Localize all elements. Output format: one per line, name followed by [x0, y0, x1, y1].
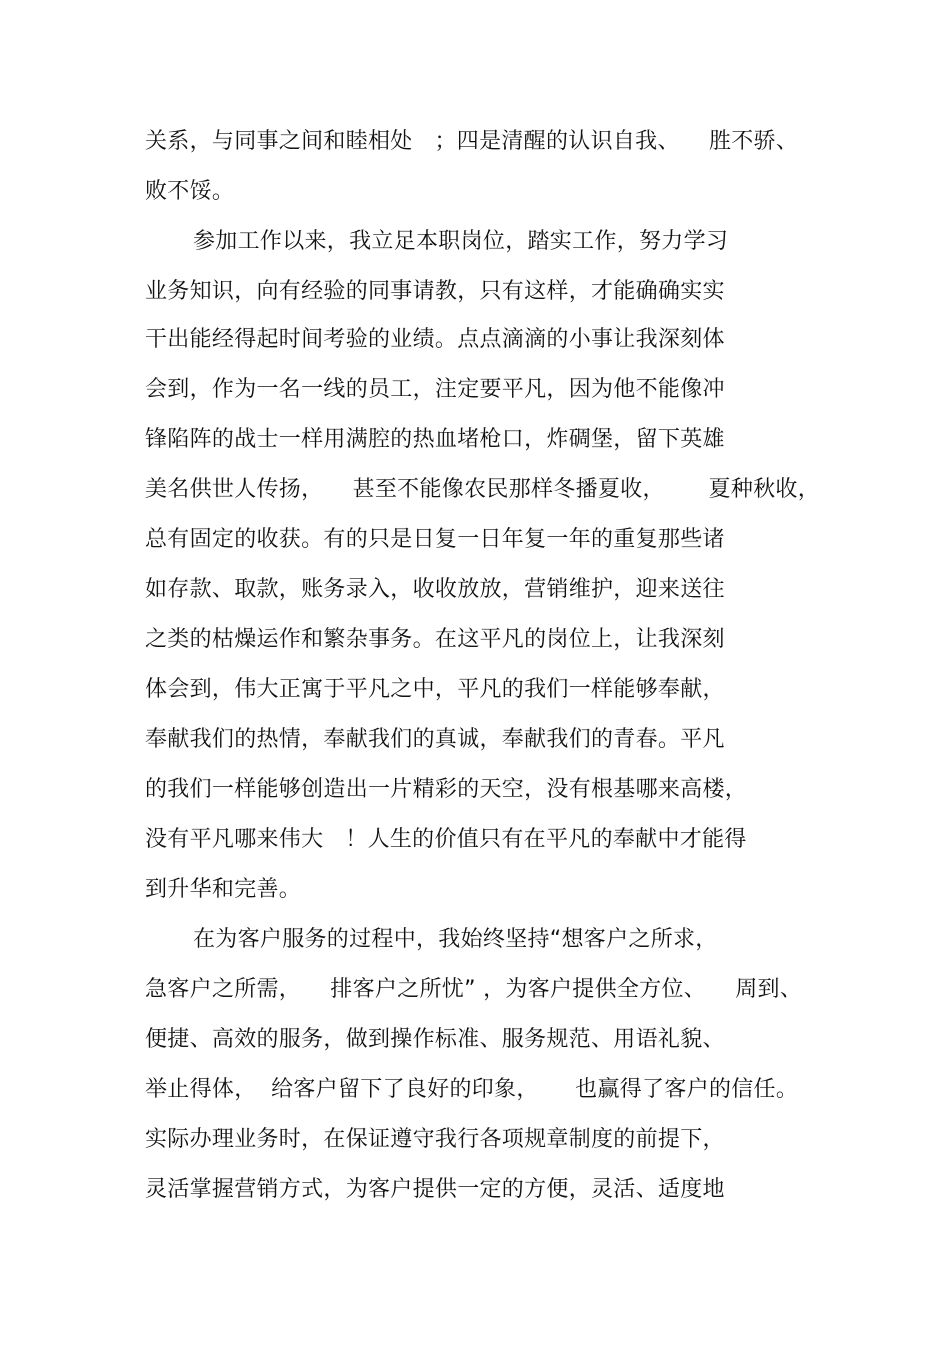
text-line: 举止得体， 给客户留下了良好的印象， 也赢得了客户的信任。	[145, 1077, 799, 1102]
text-line: 总有固定的收获。有的只是日复一日年复一年的重复那些诸	[145, 527, 725, 552]
text-line: 奉献我们的热情，奉献我们的真诚，奉献我们的青春。平凡	[145, 727, 725, 752]
text-line: 没有平凡哪来伟大 ！人生的价值只有在平凡的奉献中才能得	[145, 827, 747, 852]
text-line: 之类的枯燥运作和繁杂事务。在这平凡的岗位上，让我深刻	[145, 627, 725, 652]
text-line: 干出能经得起时间考验的业绩。点点滴滴的小事让我深刻体	[145, 327, 725, 352]
text-line: 业务知识，向有经验的同事请教，只有这样，才能确确实实	[145, 279, 725, 304]
text-line: 便捷、高效的服务，做到操作标准、服务规范、用语礼貌、	[145, 1027, 725, 1052]
text-line: 实际办理业务时，在保证遵守我行各项规章制度的前提下，	[145, 1127, 725, 1152]
text-line: 败不馁。	[145, 179, 235, 204]
text-line: 到升华和完善。	[145, 877, 302, 902]
text-line: 的我们一样能够创造出一片精彩的天空，没有根基哪来高楼，	[145, 777, 748, 802]
text-line: 锋陷阵的战士一样用满腔的热血堵枪口，炸碉堡，留下英雄	[145, 427, 725, 452]
text-line: 如存款、取款，账务录入，收收放放，营销维护，迎来送往	[145, 577, 725, 602]
text-line: 关系，与同事之间和睦相处 ；四是清醒的认识自我、 胜不骄、	[145, 129, 799, 154]
text-line: 会到，作为一名一线的员工，注定要平凡，因为他不能像冲	[145, 377, 725, 402]
text-line: 体会到，伟大正寓于平凡之中，平凡的我们一样能够奉献，	[145, 677, 725, 702]
paragraph-start-line: 在为客户服务的过程中，我始终坚持“想客户之所求，	[193, 927, 718, 952]
text-line: 美名供世人传扬， 甚至不能像农民那样冬播夏收， 夏种秋收，	[145, 477, 821, 502]
text-line: 急客户之所需， 排客户之所忧” ，为客户提供全方位、 周到、	[145, 977, 803, 1002]
text-line: 灵活掌握营销方式，为客户提供一定的方便，灵活、适度地	[145, 1177, 725, 1202]
paragraph-start-line: 参加工作以来，我立足本职岗位，踏实工作，努力学习	[193, 229, 729, 254]
